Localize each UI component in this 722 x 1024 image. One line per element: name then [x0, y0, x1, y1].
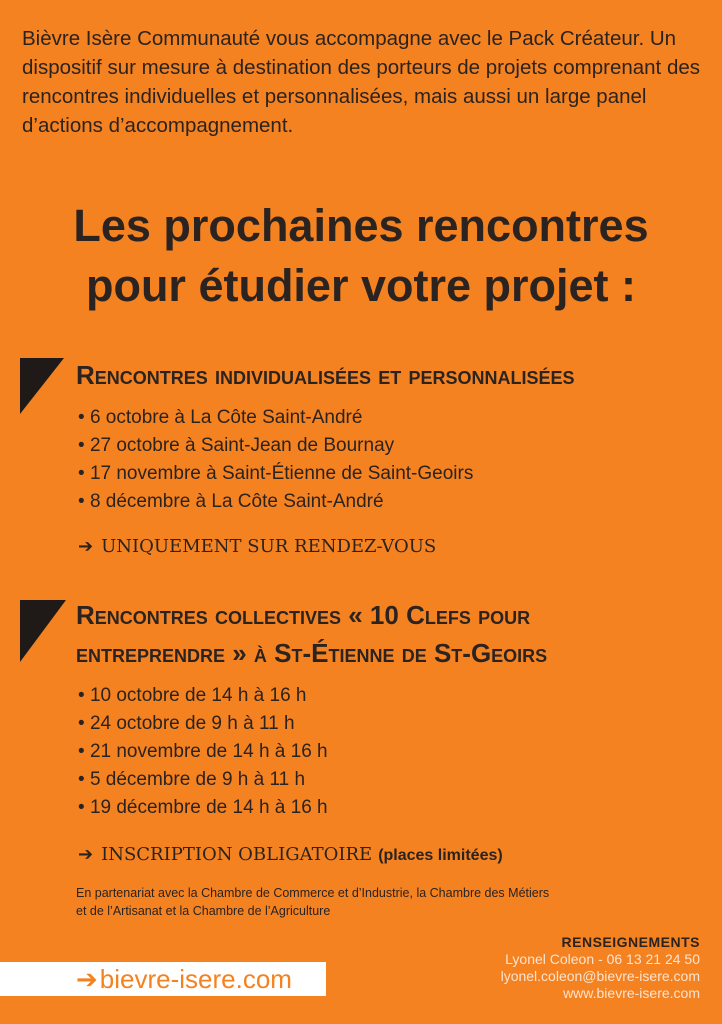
list-item: • 19 décembre de 14 h à 16 h [78, 794, 328, 822]
partnership-line-2: et de l’Artisanat et la Chambre de l’Agriculture [76, 904, 331, 918]
arrow-right-icon: ➔ [78, 844, 94, 865]
arrow-right-icon: ➔ [76, 965, 98, 995]
section-title-line-2: entreprendre » à St-Étienne de St-Geoirs [76, 638, 548, 668]
website-banner-text: bievre-isere.com [99, 964, 292, 994]
list-item: • 6 octobre à La Côte Saint-André [78, 404, 473, 432]
list-item: • 27 octobre à Saint-Jean de Bournay [78, 432, 473, 460]
intro-paragraph: Bièvre Isère Communauté vous accompagne avec le Pack Créateur. Un dispositif sur mesure à destination des porteurs de projets comprenant des rencontres individuelles et personnalisées, mais aussi un large panel d’actions d’accompagnement. [22, 27, 701, 137]
contact-website[interactable]: www.bievre-isere.com [563, 985, 700, 1001]
limited-places-text: (places limitées) [378, 847, 503, 864]
date-list [78, 682, 328, 822]
contact-name-phone: Lyonel Coleon - 06 13 21 24 50 [505, 951, 700, 967]
section-title [76, 596, 716, 672]
date-list [78, 404, 473, 516]
triangle-marker-icon [20, 358, 64, 414]
list-item: • 24 octobre de 9 h à 11 h [78, 710, 328, 738]
appointment-note [78, 536, 436, 557]
partnership-line-1: En partenariat avec la Chambre de Commerce et d’Industrie, la Chambre des Métiers [76, 886, 550, 900]
section-title-line-1: Rencontres collectives « 10 Clefs pour [76, 600, 531, 630]
registration-note [78, 844, 503, 865]
list-item: • 5 décembre de 9 h à 11 h [78, 766, 328, 794]
list-item: • 10 octobre de 14 h à 16 h [78, 682, 328, 710]
contact-block [501, 934, 700, 1002]
contact-heading: RENSEIGNEMENTS [561, 934, 700, 950]
list-item: • 8 décembre à La Côte Saint-André [78, 488, 473, 516]
headline [0, 196, 722, 316]
website-banner[interactable] [0, 962, 326, 996]
note-text: UNIQUEMENT SUR RENDEZ-VOUS [101, 536, 437, 557]
section-title: Rencontres individualisées et personnalisées [76, 360, 575, 390]
list-item: • 17 novembre à Saint-Étienne de Saint-Geoirs [78, 460, 473, 488]
headline-line-2: pour étudier votre projet : [85, 260, 637, 311]
partnership-text [76, 884, 696, 920]
note-text: INSCRIPTION OBLIGATOIRE [101, 844, 373, 865]
contact-email[interactable]: lyonel.coleon@bievre-isere.com [500, 968, 700, 984]
list-item: • 21 novembre de 14 h à 16 h [78, 738, 328, 766]
arrow-right-icon: ➔ [78, 536, 94, 557]
headline-line-1: Les prochaines rencontres [73, 200, 649, 251]
triangle-marker-icon [20, 600, 66, 662]
